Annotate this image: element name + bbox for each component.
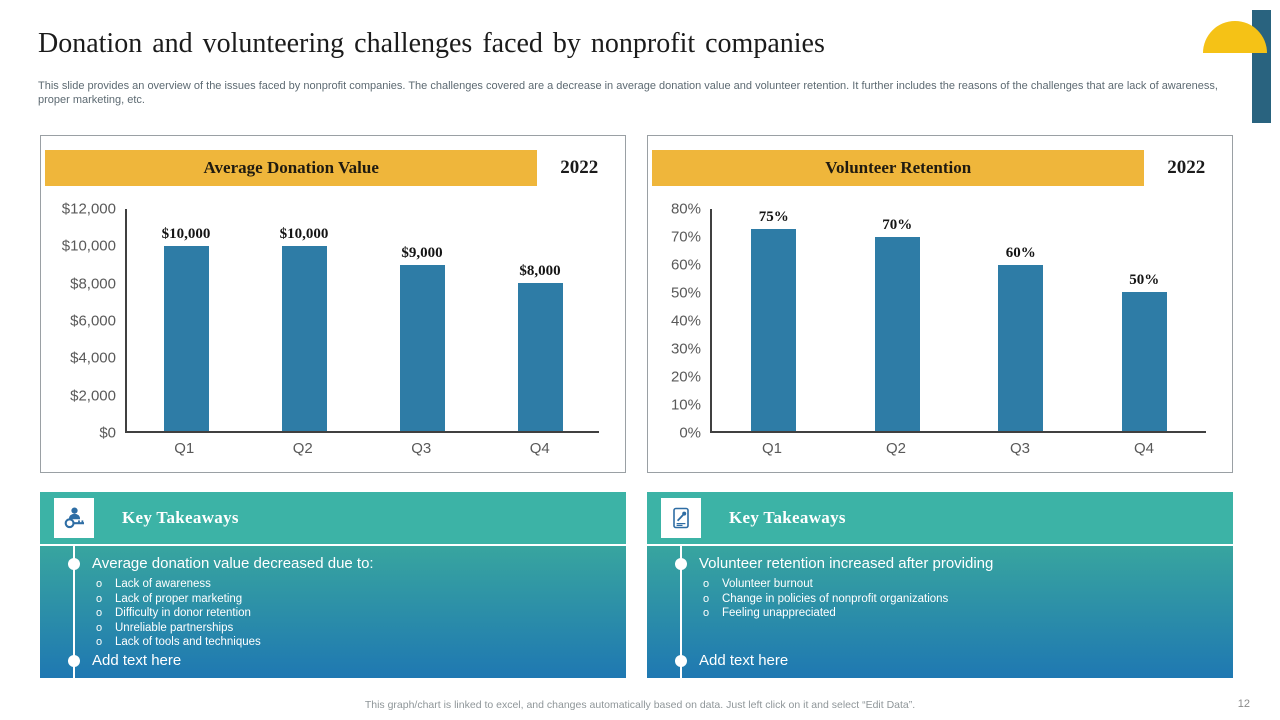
- bar-value-label: $9,000: [401, 244, 443, 261]
- bar-value-label: 60%: [1005, 244, 1036, 261]
- sub-bullet-text: Unreliable partnerships: [115, 621, 234, 634]
- bar-q3[interactable]: [998, 265, 1043, 432]
- takeaway-sub-bullet: [96, 592, 626, 607]
- x-axis: [710, 433, 1206, 457]
- x-axis-label: Q2: [885, 440, 906, 457]
- bar-value-label: 50%: [1129, 272, 1160, 289]
- y-axis-tick: $6,000: [70, 312, 116, 330]
- y-axis-tick: 80%: [670, 200, 701, 218]
- x-axis-label: Q3: [411, 440, 432, 457]
- bar-q4[interactable]: [1122, 292, 1167, 431]
- bar-q2[interactable]: [875, 237, 920, 431]
- page-title: Donation and volunteering challenges faced by nonprofit companies: [38, 28, 825, 59]
- key-takeaways-left: [40, 492, 626, 678]
- chart-title: Average Donation Value: [203, 158, 379, 177]
- takeaway-sub-bullet: [703, 577, 1233, 592]
- takeaways-body: [40, 546, 626, 678]
- sub-bullet-text: Lack of awareness: [115, 578, 211, 590]
- x-axis: [125, 433, 599, 457]
- sub-bullet-marker: o: [96, 621, 103, 634]
- bar-series: [127, 209, 599, 431]
- takeaway-sub-bullet: [96, 606, 626, 621]
- y-axis-tick: 10%: [670, 396, 701, 414]
- bar-series: [712, 209, 1206, 431]
- bar-value-label: 70%: [882, 216, 913, 233]
- sub-bullet-text: Volunteer burnout: [722, 578, 813, 590]
- sub-bullet-marker: o: [703, 578, 710, 590]
- sub-bullet-marker: o: [96, 578, 103, 590]
- x-axis-label: Q1: [174, 440, 195, 457]
- y-axis-tick: $2,000: [70, 387, 116, 405]
- bar-q1[interactable]: [164, 246, 209, 431]
- takeaway-sub-bullet: [703, 592, 1233, 607]
- bar-value-label: $10,000: [279, 226, 329, 242]
- y-axis-tick: 50%: [670, 284, 701, 302]
- plot-area[interactable]: [125, 209, 599, 433]
- bar-q1[interactable]: [751, 229, 796, 431]
- sub-bullet-text: Change in policies of nonprofit organizations: [722, 592, 949, 605]
- y-axis-tick: 30%: [670, 340, 701, 358]
- takeaway-main-text: Average donation value decreased due to:: [92, 555, 374, 572]
- takeaways-header: [40, 492, 626, 544]
- page-subtitle: This slide provides an overview of the issues faced by nonprofit companies. The challenges covered are a decrease in average donation value and volunteer retention. It further includes the reasons of the challenges that are lack of awareness, proper marketing, etc.: [38, 80, 1218, 106]
- takeaway-sub-bullet: [96, 621, 626, 636]
- y-axis-tick: 70%: [670, 228, 701, 246]
- takeaway-sub-bullet: [703, 606, 1233, 621]
- sub-bullet-marker: o: [703, 607, 710, 619]
- y-axis-tick: $10,000: [61, 237, 116, 255]
- chart-header: [652, 150, 1228, 186]
- y-axis-tick: $0: [99, 424, 116, 442]
- sub-bullet-marker: o: [96, 607, 103, 619]
- bar-q3[interactable]: [400, 265, 445, 432]
- sub-bullet-text: Feeling unappreciated: [722, 607, 836, 619]
- add-text-placeholder[interactable]: [40, 651, 626, 671]
- sub-bullet-marker: o: [96, 636, 103, 648]
- y-axis-tick: 20%: [670, 368, 701, 386]
- add-text-label: Add text here: [699, 652, 789, 669]
- sub-bullet-marker: o: [703, 592, 710, 605]
- x-axis-label: Q3: [1009, 440, 1030, 457]
- key-person-icon: [54, 498, 94, 538]
- takeaway-main-bullet: [40, 554, 626, 574]
- chart-year-label: 2022: [1167, 157, 1206, 178]
- takeaways-title: Key Takeaways: [729, 508, 846, 527]
- chart-title-bar: [652, 150, 1144, 186]
- sub-bullet-marker: o: [96, 592, 103, 605]
- plot-area[interactable]: [710, 209, 1206, 433]
- takeaways-body: [647, 546, 1233, 678]
- bar-value-label: $8,000: [519, 263, 561, 280]
- y-axis-tick: 0%: [679, 424, 701, 442]
- x-axis-label: Q1: [761, 440, 782, 457]
- x-axis-label: Q2: [292, 440, 313, 457]
- takeaway-sub-bullet: [96, 635, 626, 650]
- bar-value-label: 75%: [758, 209, 789, 225]
- add-text-label: Add text here: [92, 652, 182, 669]
- bar-q4[interactable]: [518, 283, 563, 431]
- bullet-dot: [675, 655, 687, 667]
- takeaways-title: Key Takeaways: [122, 508, 239, 527]
- chart-average-donation-value[interactable]: [40, 135, 626, 473]
- sub-bullet-text: Lack of proper marketing: [115, 592, 243, 605]
- chart-year-label: 2022: [560, 157, 599, 178]
- chart-header: [45, 150, 621, 186]
- y-axis: [648, 200, 710, 442]
- y-axis-tick: 60%: [670, 256, 701, 274]
- bullet-dot: [675, 558, 687, 570]
- x-axis-label: Q4: [529, 440, 550, 457]
- bullet-dot: [68, 558, 80, 570]
- bar-q2[interactable]: [282, 246, 327, 431]
- chart-volunteer-retention[interactable]: [647, 135, 1233, 473]
- takeaway-main-bullet: [647, 554, 1233, 574]
- add-text-placeholder[interactable]: [647, 651, 1233, 671]
- notepad-pen-icon: [661, 498, 701, 538]
- takeaway-sub-bullet: [96, 577, 626, 592]
- bullet-dot: [68, 655, 80, 667]
- y-axis-tick: $8,000: [70, 275, 116, 293]
- y-axis-tick: 40%: [670, 312, 701, 330]
- bar-value-label: $10,000: [161, 226, 211, 242]
- sub-bullet-text: Difficulty in donor retention: [115, 607, 251, 619]
- sub-bullet-text: Lack of tools and techniques: [115, 636, 261, 648]
- page-number: 12: [1237, 698, 1250, 710]
- takeaway-sub-list: [647, 577, 1233, 621]
- takeaway-main-text: Volunteer retention increased after providing: [699, 555, 994, 572]
- x-axis-label: Q4: [1133, 440, 1154, 457]
- takeaway-sub-list: [40, 577, 626, 650]
- key-takeaways-right: [647, 492, 1233, 678]
- takeaways-header: [647, 492, 1233, 544]
- y-axis-tick: $12,000: [61, 200, 116, 218]
- chart-title-bar: [45, 150, 537, 186]
- y-axis-tick: $4,000: [70, 349, 116, 367]
- y-axis: [41, 200, 125, 442]
- footer-note: This graph/chart is linked to excel, and changes automatically based on data. Just left click on it and select “Edit Data”.: [364, 699, 916, 711]
- chart-title: Volunteer Retention: [825, 158, 972, 177]
